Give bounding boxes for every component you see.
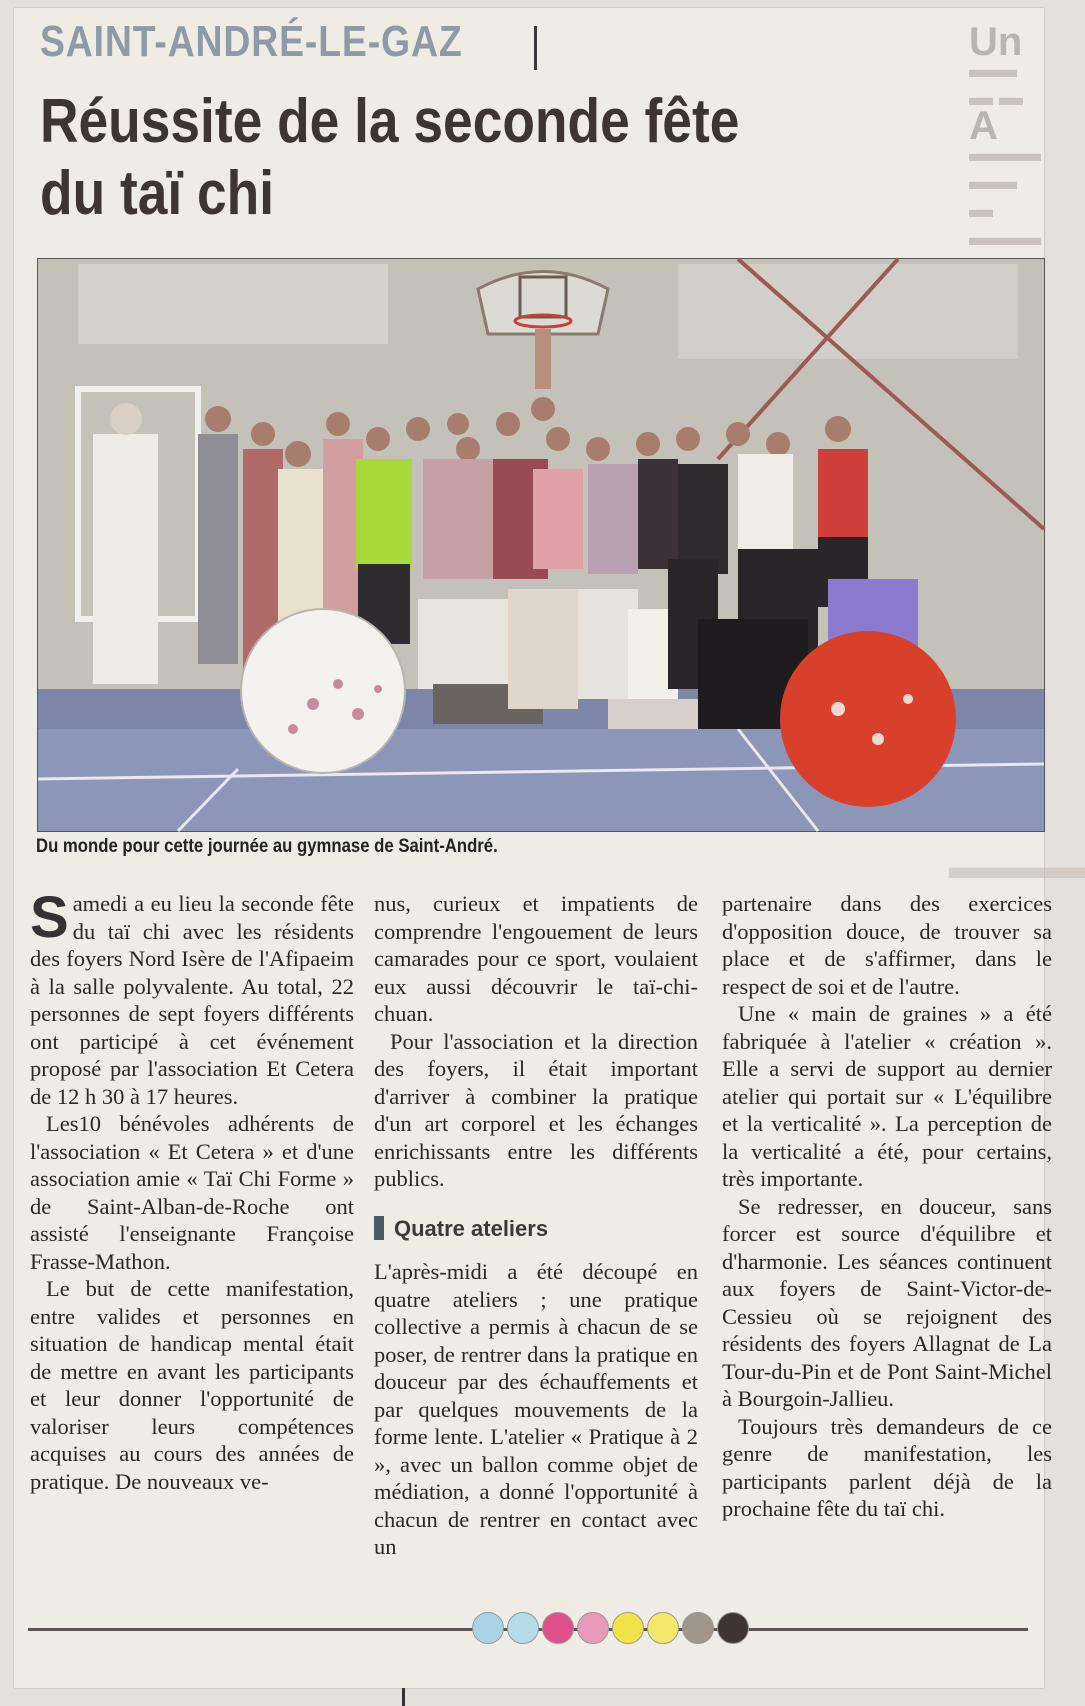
subheading-bar-icon [374, 1216, 384, 1240]
paragraph: Une « main de graines » a été fabriquée à l'atelier « création ». Elle a servi de support au dernier atelier qui portait sur « L'équilibre et la verticalité ». La perception de la verticalité a été, pour certains, très importante. [722, 1001, 1052, 1191]
paragraph: nus, curieux et impatients de comprendre l'engouement de leurs camarades pour ce sport, voulaient eux aussi découvrir le taï-chi-chuan. [374, 891, 698, 1026]
rubric-divider [534, 26, 537, 70]
registration-dot [577, 1612, 609, 1644]
paragraph: L'après-midi a été découpé en quatre ateliers ; une pratique collective a permis à chacun de se poser, de rentrer dans la pratique en douceur par des échauffements et par quelques mouvements de la forme lente. L'atelier « Pratique à 2 », avec un ballon comme objet de médiation, a donné l'opportunité à chacun de rentrer en contact avec un [374, 1259, 698, 1559]
adjacent-article-bleed: Un ▬▬ ▬ ▬ A ▬▬▬ ▬▬ ▬ ▬▬▬ [969, 20, 1041, 251]
drop-cap: S [30, 885, 69, 950]
registration-dot [717, 1612, 749, 1644]
headline [40, 86, 814, 230]
subheading-text: Quatre ateliers [394, 1215, 549, 1241]
headline-line-1: Réussite de la seconde fête [40, 87, 740, 156]
section-rubric: SAINT-ANDRÉ-LE-GAZ [40, 17, 463, 66]
group-photo [37, 258, 1045, 832]
subheading [374, 1215, 698, 1243]
color-registration-marks [472, 1612, 749, 1644]
registration-dot [647, 1612, 679, 1644]
registration-dot [542, 1612, 574, 1644]
article-column-3 [722, 890, 1052, 1523]
paragraph: Le but de cette manifestation, entre valides et personnes en situation de handicap mental était de mettre en avant les participants et leur donner l'opportunité de valoriser leurs compétences acquises au cours des années de pratique. De nouveaux ve- [30, 1276, 354, 1494]
crop-mark [402, 1688, 405, 1706]
registration-dot [472, 1612, 504, 1644]
article-column-1 [30, 885, 354, 1495]
newspaper-page [14, 8, 1085, 1688]
paragraph: Pour l'association et la direction des foyers, il était important d'arriver à combiner la pratique d'un art corporel et les échanges enrichissants entre les différents publics. [374, 1028, 698, 1191]
gymnasium-group-illustration [38, 259, 1044, 831]
headline-line-2: du taï chi [40, 159, 275, 228]
paragraph: Se redresser, en douceur, sans forcer est source d'équilibre et d'harmonie. Les séances continuent aux foyers de Saint-Victor-de-Cessieu où se rejoignent des résidents des foyers Allagnat de La Tour-du-Pin et de Pont Saint-Michel à Bourgoin-Jallieu. [722, 1193, 1052, 1411]
registration-dot [682, 1612, 714, 1644]
photo-caption: Du monde pour cette journée au gymnase de Saint-André. [36, 836, 498, 857]
paragraph: partenaire dans des exercices d'opposition douce, de trouver sa place et de s'affirmer, dans le respect de soi et de l'autre. [722, 891, 1052, 999]
registration-dot [612, 1612, 644, 1644]
registration-dot [507, 1612, 539, 1644]
adjacent-rubric-bleed: ▬▬▬▬ [949, 848, 1085, 886]
paragraph: Les10 bénévoles adhérents de l'association « Et Cetera » et d'une association amie « Taï Chi Forme » de Saint-Alban-de-Roche ont assisté l'enseignante Françoise Frasse-Mathon. [30, 1111, 354, 1274]
paragraph-text: amedi a eu lieu la seconde fête du taï chi avec les résidents des foyers Nord Isère de l'Afipaeim à la salle polyvalente. Au total, 22 personnes de sept foyers différents ont participé à cet événement proposé par l'association Et Cetera de 12 h 30 à 17 heures. [30, 891, 354, 1109]
paragraph: Toujours très demandeurs de ce genre de manifestation, les participants parlent déjà de la prochaine fête du taï chi. [722, 1413, 1052, 1521]
paragraph [30, 885, 354, 1110]
article-column-2 [374, 890, 698, 1561]
